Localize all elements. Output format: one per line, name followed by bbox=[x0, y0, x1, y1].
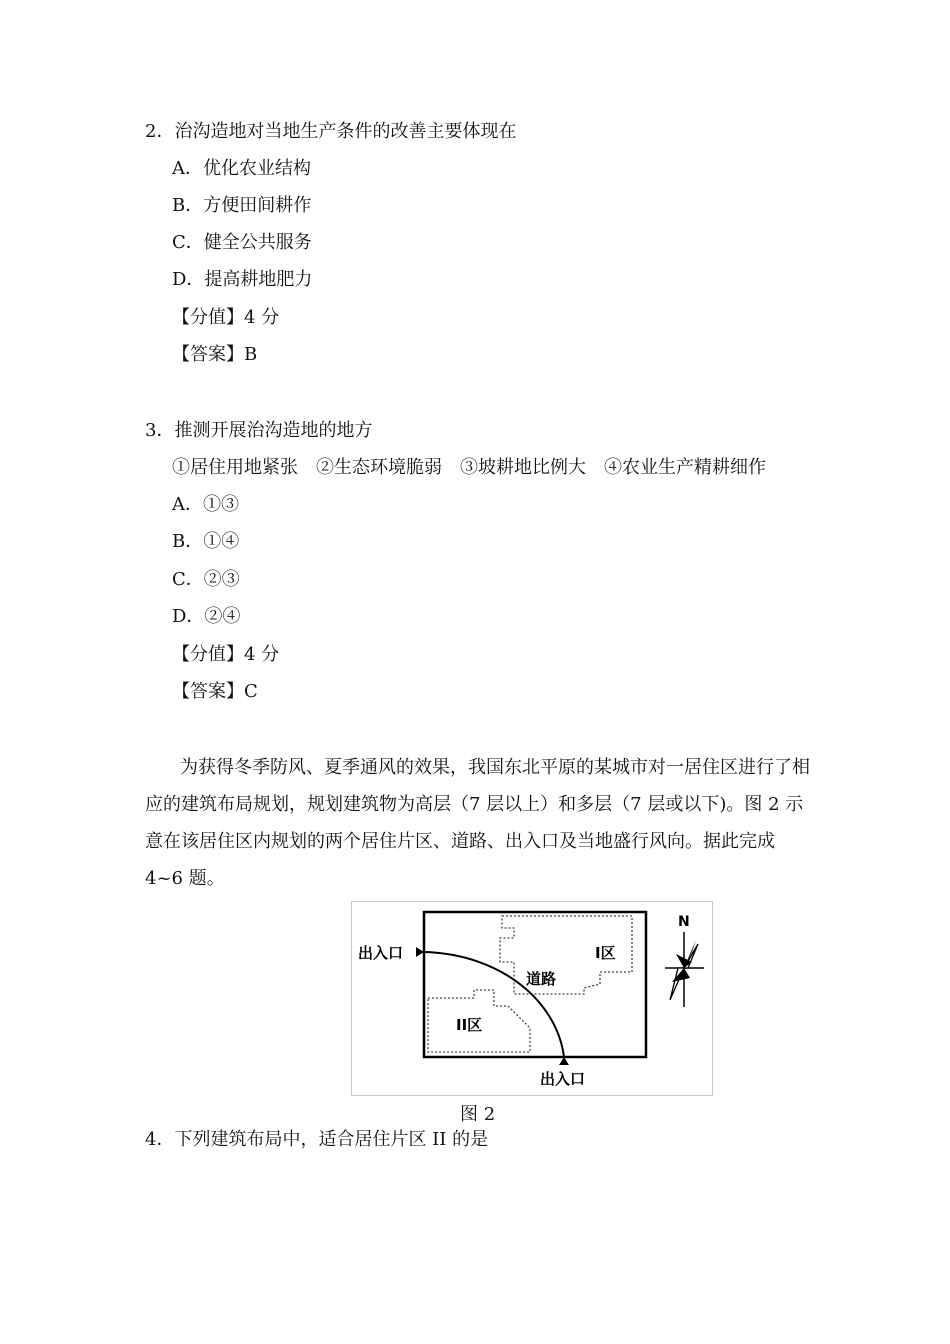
q4-stem: 4．下列建筑布局中，适合居住片区 II 的是 bbox=[145, 1129, 489, 1150]
q2-option-c: C．健全公共服务 bbox=[172, 232, 312, 253]
zone-2-label: II区 bbox=[456, 1016, 483, 1034]
road-label: 道路 bbox=[526, 970, 557, 988]
q2-score: 【分值】4 分 bbox=[172, 307, 280, 328]
entrance-bottom-label: 出入口 bbox=[540, 1070, 586, 1088]
entrance-left-label: 出入口 bbox=[358, 944, 404, 962]
q3-option-b: B．①④ bbox=[172, 531, 240, 552]
q3-option-c: C．②③ bbox=[172, 569, 240, 590]
q2-option-d: D．提高耕地肥力 bbox=[172, 269, 313, 290]
q2-option-b: B．方便田间耕作 bbox=[172, 195, 312, 216]
residential-plan-map bbox=[352, 902, 714, 1097]
zone-1-label: I区 bbox=[595, 944, 616, 962]
q3-answer: 【答案】C bbox=[172, 681, 258, 702]
q3-option-a: A．①③ bbox=[172, 494, 239, 515]
figure-2 bbox=[351, 901, 713, 1096]
q3-score: 【分值】4 分 bbox=[172, 644, 280, 665]
q3-stem: 3．推测开展治沟造地的地方 bbox=[145, 420, 373, 441]
wind-rose-icon bbox=[665, 932, 704, 1007]
q2-answer: 【答案】B bbox=[172, 344, 258, 365]
q3-statements: ①居住用地紧张 ②生态环境脆弱 ③坡耕地比例大 ④农业生产精耕细作 bbox=[172, 457, 766, 478]
q2-stem: 2．治沟造地对当地生产条件的改善主要体现在 bbox=[145, 121, 517, 142]
q2-option-a: A．优化农业结构 bbox=[172, 158, 311, 179]
figure-caption: 图 2 bbox=[460, 1104, 496, 1125]
passage-text: 为获得冬季防风、夏季通风的效果，我国东北平原的某城市对一居住区进行了相应的建筑布局规划，规划建筑物为高层（7 层以上）和多层（7 层或以下)。图 2 示意在该居住区内规划的两个居住片区、道路、出入口及当地盛行风向。据此完成 4~6 题。 bbox=[145, 757, 810, 889]
north-label: N bbox=[678, 914, 690, 930]
q3-option-d: D．②④ bbox=[172, 606, 241, 627]
